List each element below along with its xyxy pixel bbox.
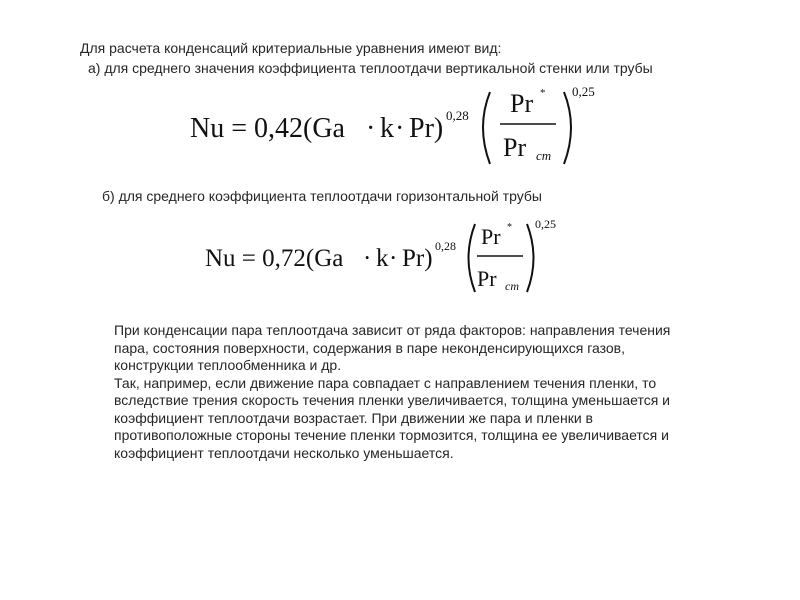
formula-a-k: k bbox=[380, 113, 394, 144]
formula-a-numerator: Pr bbox=[510, 89, 534, 118]
formula-b-dot2: · bbox=[389, 245, 398, 272]
formula-b-k: k bbox=[376, 245, 389, 272]
formula-b-exp1: 0,28 bbox=[435, 239, 456, 253]
formula-b-pr: Pr) bbox=[402, 245, 433, 272]
formula-b-exp2: 0,25 bbox=[535, 217, 556, 231]
paragraph-1: При конденсации пара теплоотдача зависит от ряда факторов: направления течения пара, состояния поверхности, содержания в паре неконденсирующихся газов, конструкции теплообменника и др. bbox=[114, 322, 671, 373]
formula-b-dot1: · bbox=[363, 245, 372, 272]
formula-a-exp1: 0,28 bbox=[446, 108, 469, 123]
formula-b-numerator: Pr bbox=[481, 224, 501, 249]
intro-text: Для расчета конденсаций критериальные уравнения имеют вид: bbox=[80, 40, 502, 56]
formula-b-denominator: Pr bbox=[477, 266, 497, 291]
formula-b-lhs: Nu = 0,72(Ga bbox=[205, 245, 344, 272]
formula-a-dot2: · bbox=[395, 113, 405, 144]
formula-b-left-paren bbox=[469, 224, 476, 292]
paragraph-2: Так, например, если движение пара совпадает с направлением течения пленки, то вследствие трения скорость течения пленки увеличивается, толщина уменьшается и коэффициент теплоотдачи возрастает. При движении же пара и пленки в противоположные стороны течение пленки тормозится, толщина ее увеличивается и коэффициент теплоотдачи несколько уменьшается. bbox=[114, 374, 670, 461]
case-b-heading: б) для среднего коэффициента теплоотдачи горизонтальной трубы bbox=[102, 188, 542, 204]
formula-a-den-sub: cm bbox=[536, 148, 552, 163]
case-a-heading: а) для среднего значения коэффициента теплоотдачи вертикальной стенки или трубы bbox=[88, 60, 653, 76]
formula-a-left-paren bbox=[483, 92, 490, 164]
formula-a-pr: Pr) bbox=[409, 113, 444, 144]
formula-b-right-paren bbox=[527, 224, 534, 292]
formula-a bbox=[190, 82, 610, 172]
formula-b-num-sup: * bbox=[507, 222, 512, 233]
formula-a-exp2: 0,25 bbox=[572, 84, 595, 99]
formula-b-den-sub: cm bbox=[505, 279, 519, 293]
formula-a-lhs: Nu = 0,42(Ga bbox=[190, 113, 345, 144]
body-paragraphs bbox=[114, 322, 674, 462]
formula-a-dot1: · bbox=[366, 113, 376, 144]
formula-a-denominator: Pr bbox=[503, 133, 527, 162]
formula-a-num-sup: * bbox=[540, 87, 546, 99]
formula-b bbox=[205, 212, 585, 302]
formula-a-right-paren bbox=[564, 92, 571, 164]
